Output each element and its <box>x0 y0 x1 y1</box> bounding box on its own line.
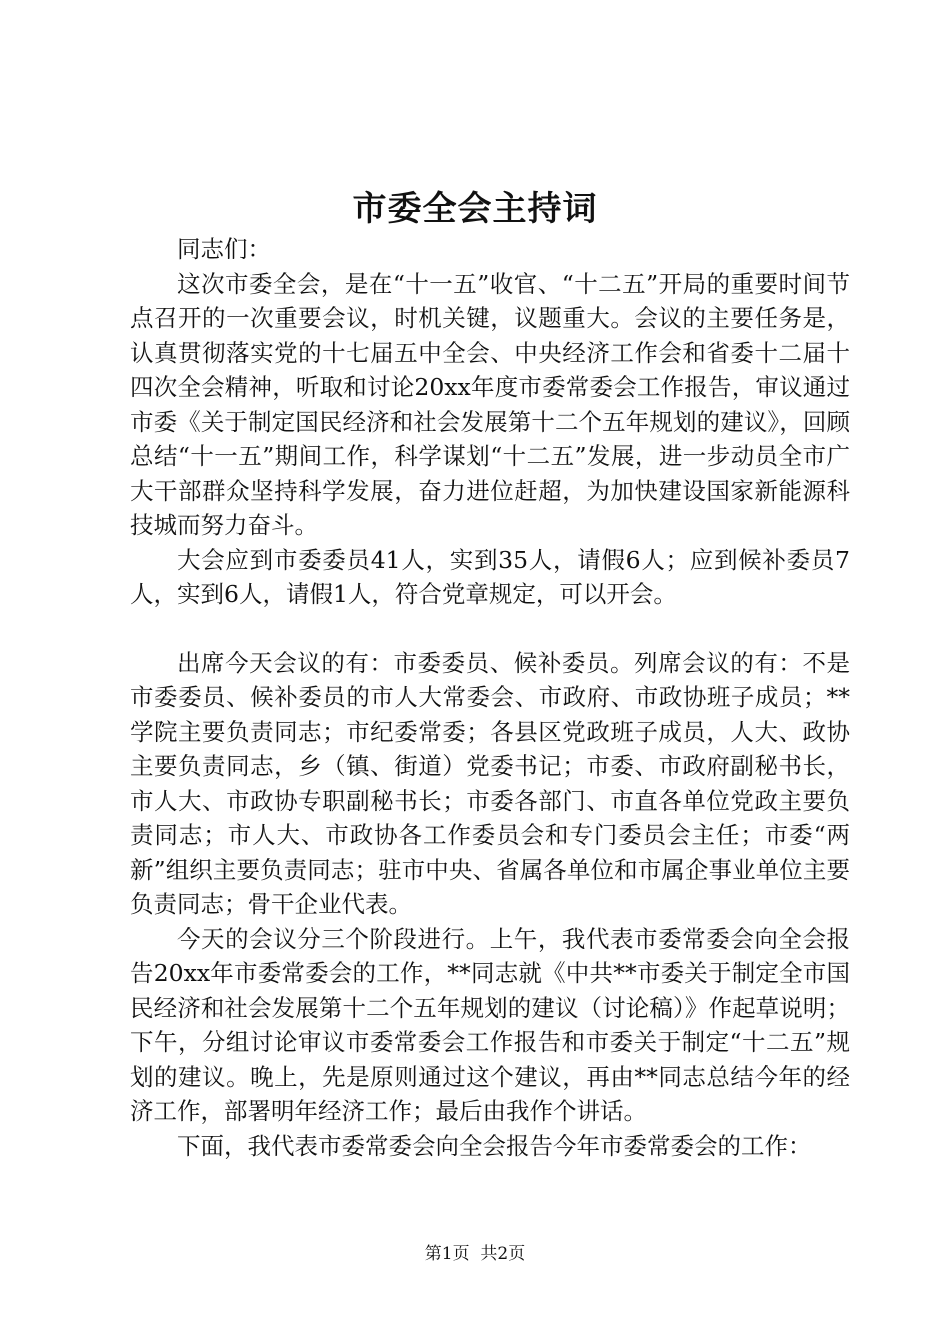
report-intro-paragraph: 下面，我代表市委常委会向全会报告今年市委常委会的工作： <box>177 1131 812 1160</box>
page-number-footer: 第1页 共2页 <box>424 1244 526 1264</box>
agenda-paragraph: 今天的会议分三个阶段进行。上午，我代表市委常委会向全会报告20xx年市委常委会的工作，**同志就《中共**市委关于制定全市国民经济和社会发展第十二个五年规划的建议（讨论稿）》作起草说明；下午，分组讨论审议市委常委会工作报告和市委关于制定“十二五”规划的建议。晚上，先是原则通过这个建议，再由**同志总结今年的经济工作，部署明年经济工作；最后由我作个讲话。 <box>130 924 850 1125</box>
meeting-purpose-paragraph: 这次市委全会，是在“十一五”收官、“十二五”开局的重要时间节点召开的一次重要会议，时机关键，议题重大。会议的主要任务是，认真贯彻落实党的十七届五中全会、中央经济工作会和省委十二届十四次全会精神，听取和讨论20xx年度市委常委会工作报告，审议通过市委《关于制定国民经济和社会发展第十二个五年规划的建议》，回顾总结“十一五”期间工作，科学谋划“十二五”发展，进一步动员全市广大干部群众坚持科学发展，奋力进位赶超，为加快建设国家新能源科技城而努力奋斗。 <box>130 269 850 539</box>
attendance-paragraph: 大会应到市委委员41人，实到35人，请假6人；应到候补委员7人，实到6人，请假1人，符合党章规定，可以开会。 <box>130 545 850 608</box>
document-body <box>130 232 850 1163</box>
attendees-paragraph: 出席今天会议的有：市委委员、候补委员。列席会议的有：不是市委委员、候补委员的市人大常委会、市政府、市政协班子成员；**学院主要负责同志；市纪委常委；各县区党政班子成员，人大、政协主要负责同志，乡（镇、街道）党委书记；市委、市政府副秘书长，市人大、市政协专职副秘书长；市委各部门、市直各单位党政主要负责同志；市人大、市政协各工作委员会和专门委员会主任；市委“两新”组织主要负责同志；驻市中央、省属各单位和市属企事业单位主要负责同志；骨干企业代表。 <box>130 648 850 918</box>
salutation-paragraph: 同志们： <box>177 235 271 263</box>
page-title: 市委全会主持词 <box>352 189 598 229</box>
